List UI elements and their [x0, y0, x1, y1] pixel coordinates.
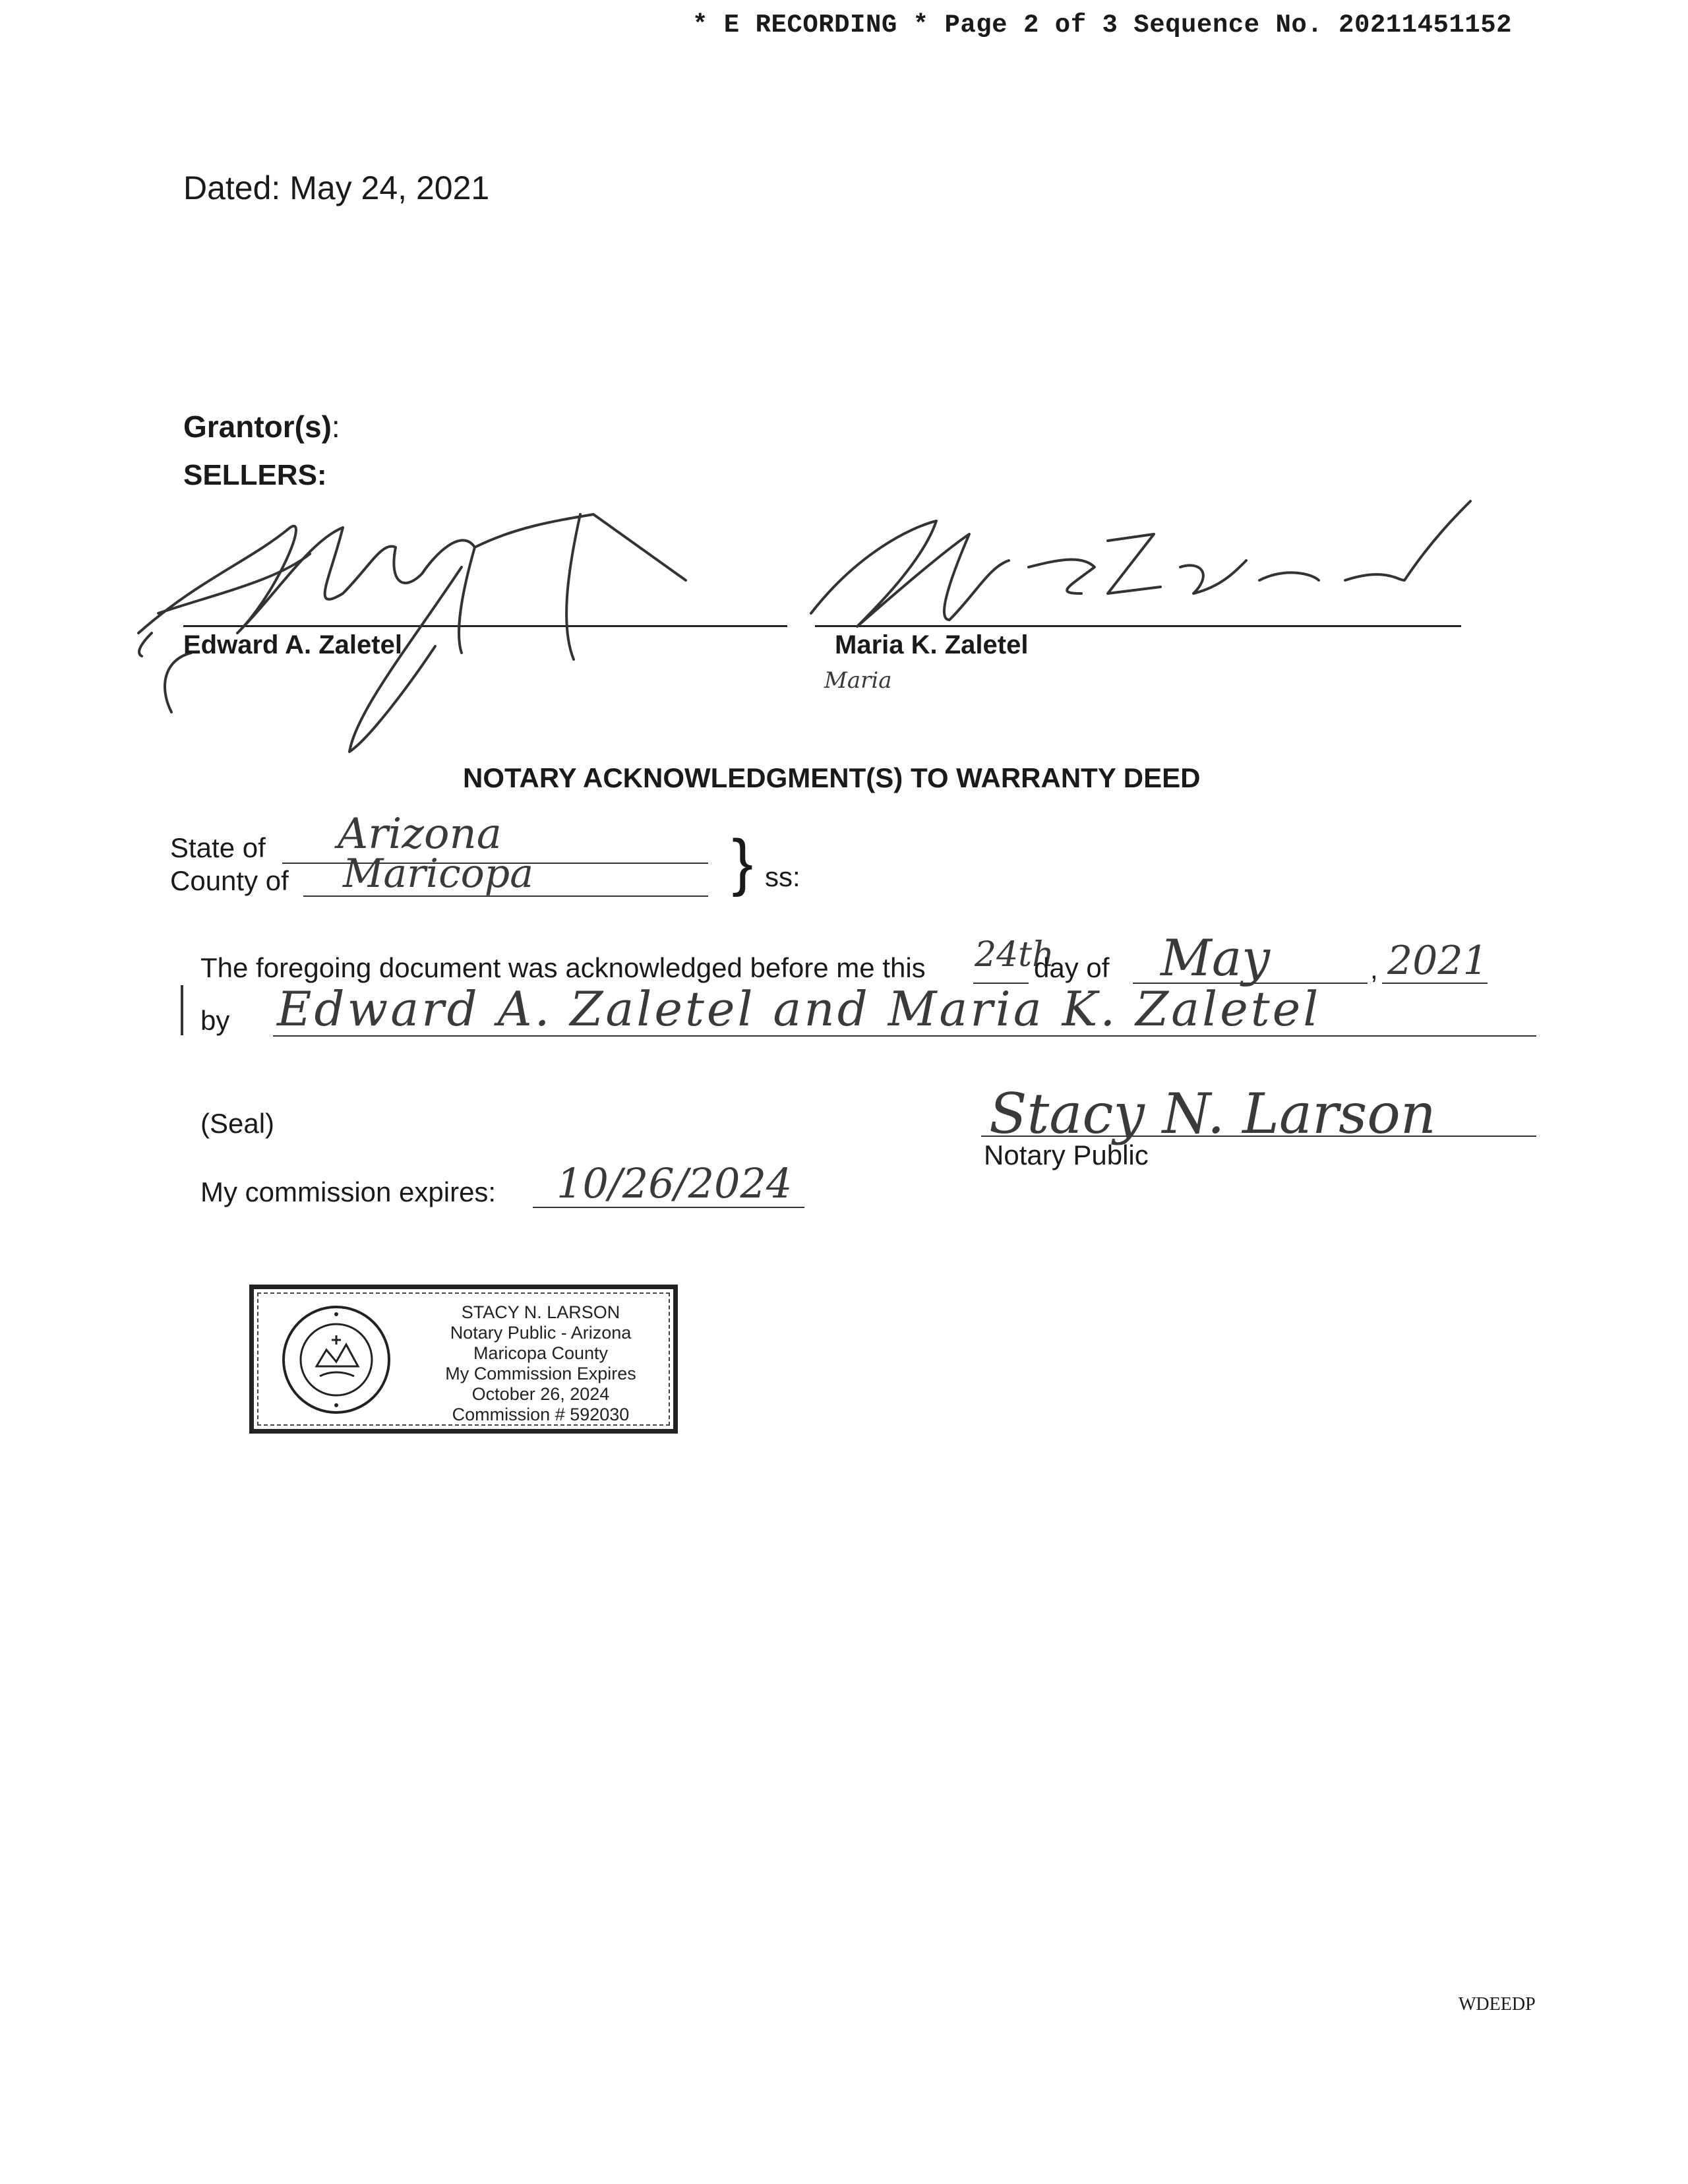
ss-label: ss:	[765, 861, 800, 892]
state-value: Arizona	[338, 810, 502, 859]
stamp-text	[417, 1302, 664, 1425]
brace-glyph: }	[732, 827, 754, 897]
seal-label: (Seal)	[200, 1108, 275, 1139]
arizona-seal-icon	[280, 1304, 392, 1416]
dated-line: Dated: May 24, 2021	[183, 169, 490, 206]
notary-public-label: Notary Public	[984, 1139, 1149, 1170]
stamp-title: Notary Public - Arizona	[450, 1323, 632, 1343]
grantor-label-text: Grantor(s)	[183, 410, 332, 444]
foregoing-text: The foregoing document was acknowledged before me this	[200, 952, 926, 983]
notary-heading: NOTARY ACKNOWLEDGMENT(S) TO WARRANTY DEED	[463, 762, 1201, 793]
county-label: County of	[170, 865, 289, 896]
recording-header: * E RECORDING * Page 2 of 3 Sequence No. 20211451152	[692, 11, 1512, 40]
stamp-expires-date: October 26, 2024	[471, 1384, 610, 1404]
stamp-county: Maricopa County	[473, 1343, 609, 1363]
year-value: 2021	[1387, 938, 1488, 984]
stamp-expires-label: My Commission Expires	[445, 1364, 636, 1383]
right-signature-line	[815, 625, 1461, 627]
state-label: State of	[170, 832, 266, 863]
maria-initials: Maria	[824, 667, 892, 694]
commission-value: 10/26/2024	[557, 1159, 793, 1207]
footer-code: WDEEDP	[1459, 1994, 1536, 2015]
notary-signature: Stacy N. Larson	[989, 1081, 1436, 1146]
maria-name: Maria K. Zaletel	[835, 630, 1029, 659]
stamp-name: STACY N. LARSON	[461, 1302, 620, 1322]
notary-stamp	[249, 1285, 678, 1434]
day-of-text: day of	[1034, 952, 1110, 983]
by-label: by	[200, 1005, 230, 1036]
maria-signature	[0, 0, 1, 1]
county-value: Maricopa	[343, 851, 533, 897]
month-value: May	[1160, 928, 1271, 987]
margin-tick	[181, 985, 183, 1035]
month-comma: ,	[1370, 954, 1378, 985]
by-value: Edward A. Zaletel and Maria K. Zaletel	[277, 981, 1321, 1037]
commission-label: My commission expires:	[200, 1176, 497, 1207]
edward-name: Edward A. Zaletel	[183, 630, 402, 659]
left-signature-line	[183, 625, 787, 627]
sellers-label: SELLERS:	[183, 459, 327, 491]
stamp-commission-no: Commission # 592030	[452, 1405, 630, 1424]
day-value: 24th	[975, 935, 1054, 975]
grantor-colon: :	[331, 410, 340, 444]
grantor-label	[183, 409, 340, 444]
